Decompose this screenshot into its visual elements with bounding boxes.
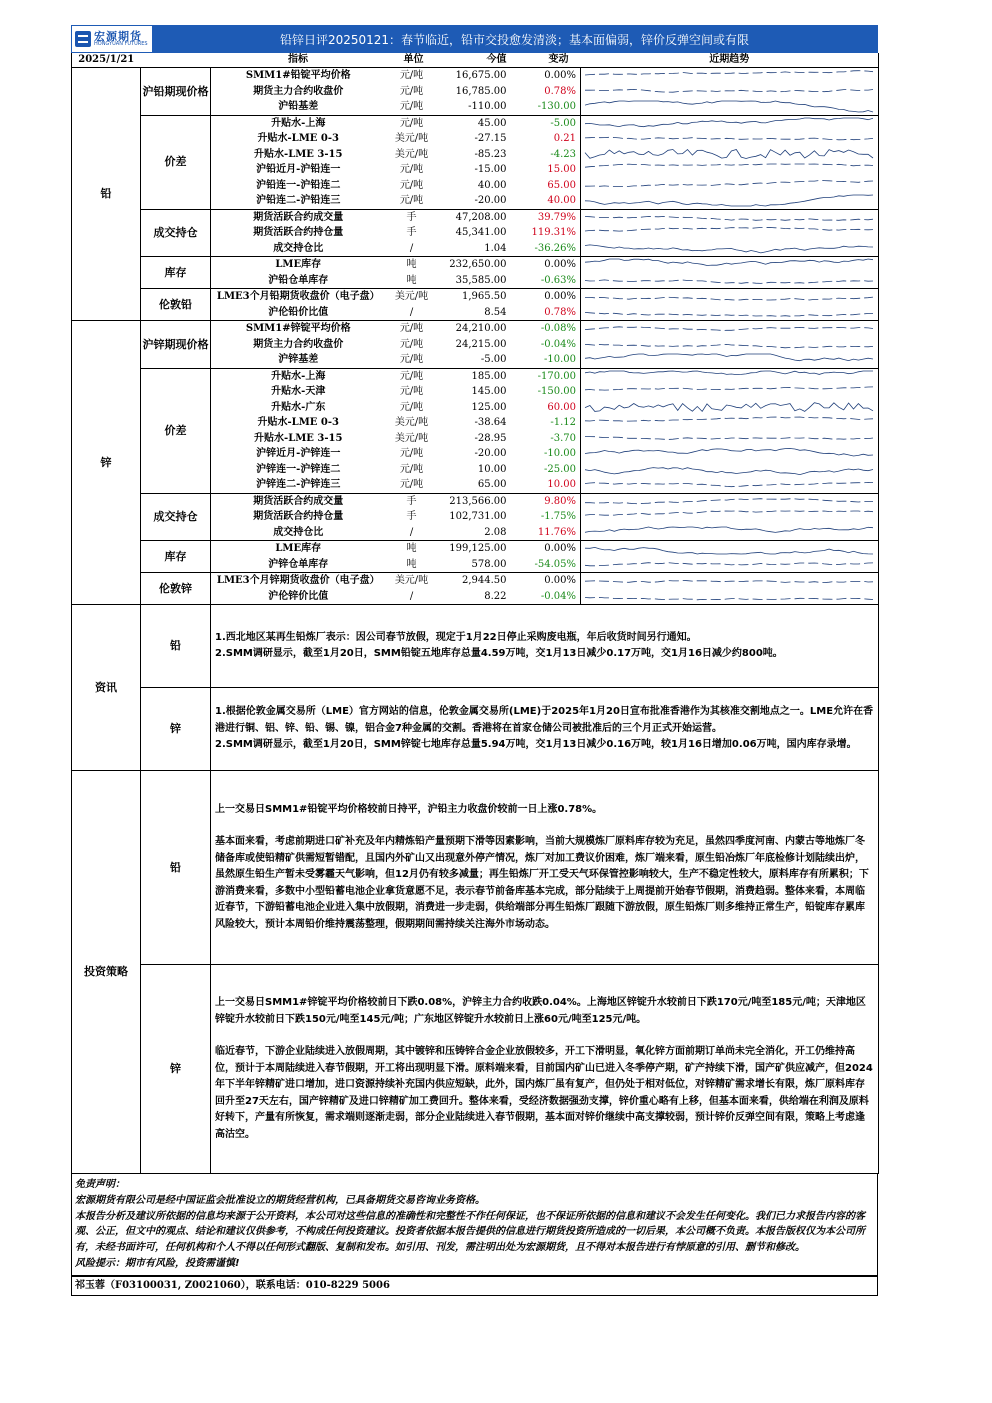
change-cell: 60.00 <box>547 401 576 413</box>
indicator-name: 期货主力合约收盘价 <box>253 338 344 350</box>
trend-sparkline <box>581 147 877 162</box>
change-cell: -170.00 <box>537 370 576 382</box>
trend-cell <box>581 462 879 478</box>
strategy-lead-label: 铅 <box>141 771 211 965</box>
trend-cell <box>581 99 879 115</box>
unit-cell: 元/吨 <box>386 193 442 209</box>
zinc-section-label: 锌 <box>72 321 141 605</box>
logo-name-en: HONGYUAN FUTURES <box>94 41 148 47</box>
group-label: 成交持仓 <box>141 209 211 257</box>
indicator-name: LME库存 <box>275 259 322 270</box>
trend-sparkline <box>581 431 877 446</box>
group-label: 价差 <box>141 115 211 209</box>
trend-sparkline <box>581 589 877 604</box>
unit-cell: 元/吨 <box>399 117 424 129</box>
change-cell: 119.31% <box>531 227 576 238</box>
unit-cell: 元/吨 <box>386 99 442 115</box>
data-row <box>72 115 879 131</box>
logo-name: 宏源期货 <box>94 30 142 43</box>
unit-cell: 美元/吨 <box>394 417 429 428</box>
company-logo <box>72 26 152 52</box>
trend-cell <box>581 241 879 257</box>
data-row <box>72 289 879 305</box>
lead-section-label: 铅 <box>72 68 141 321</box>
trend-sparkline <box>581 415 877 430</box>
strategy-zinc-para: 临近春节，下游企业陆续进入放假周期，其中镀锌和压铸锌合金企业放假较多，开工下滑明显，氧化锌方面前期订单尚未完全消化，开工仍维持高位，预计于本周陆续进入春节假期，开工将出现明显下滑。原料端来看，目前国内矿山已进入冬季停产期，矿产持续下滑，国产矿供应减产，但2024年下半年锌精矿进口增加，进口资源持续补充国内供应短缺，此外，国内炼厂虽有复产，但仍处于相对低位，对锌精矿需求增长有限，炼厂原料库存回升至27天左右，国产锌精矿及进口锌精矿加工费回升。整体来看，受经济数据强劲支撑，锌价重心略有上移，但基本面来看，供给端在利润及原料好转下，产量有所恢复，需求端则逐渐走弱，部分企业陆续进入春节假期，基本面对锌价继续中高支撑较弱，预计锌价反弹空间有限，策略上考虑逢高沽空。 <box>215 1046 873 1140</box>
indicator-name: 成交持仓比 <box>211 525 386 541</box>
unit-cell: 元/吨 <box>399 164 424 175</box>
unit-cell: 美元/吨 <box>394 575 429 586</box>
unit-cell: 元/吨 <box>386 477 442 493</box>
trend-cell <box>581 477 879 493</box>
trend-sparkline <box>581 337 877 352</box>
trend-sparkline <box>581 352 877 367</box>
trend-cell <box>581 589 879 605</box>
change-cell: -150.00 <box>537 386 576 397</box>
value-cell: -85.23 <box>474 148 507 160</box>
trend-sparkline <box>581 116 877 131</box>
change-cell: -1.12 <box>550 417 576 428</box>
value-cell: 213,566.00 <box>449 495 507 507</box>
unit-cell: 元/吨 <box>399 463 424 475</box>
unit-cell: 美元/吨 <box>394 148 429 160</box>
indicator-name: 沪锌连一-沪锌连二 <box>256 463 341 475</box>
unit-cell: 元/吨 <box>399 70 424 81</box>
trend-cell <box>581 321 879 337</box>
change-cell: -0.04% <box>519 589 581 605</box>
value-cell: 1.04 <box>442 241 519 257</box>
value-cell: 45.00 <box>477 117 507 129</box>
indicator-name: 沪锌仓单库存 <box>211 557 386 573</box>
news-zinc-item: 1.根据伦敦金属交易所（LME）官方网站的信息，伦敦金属交易所(LME)于2025年1月20日宣布批准香港作为其核准交割地点之一。LME允许在香港进行铜、铝、锌、铅、锡、镍，铝合金7种金属的交割。香港将在首家仓储公司被批准后的三个月正式开始运营。 <box>215 706 874 734</box>
unit-cell: 美元/吨 <box>394 432 429 444</box>
indicator-name: 升贴水-LME 0-3 <box>257 417 339 428</box>
trend-cell <box>581 257 879 273</box>
trend-cell <box>581 446 879 462</box>
trend-cell <box>581 273 879 289</box>
trend-sparkline <box>581 462 877 477</box>
unit-cell: 元/吨 <box>399 401 424 413</box>
trend-cell <box>581 557 879 573</box>
data-row <box>72 541 879 557</box>
trend-cell <box>581 131 879 147</box>
logo-mark-icon <box>75 31 91 47</box>
trend-sparkline <box>581 84 877 99</box>
indicator-name: 期货主力合约收盘价 <box>253 85 344 97</box>
data-row <box>72 573 879 589</box>
data-row <box>72 493 879 509</box>
value-cell: 8.54 <box>442 305 519 321</box>
change-cell: 0.00% <box>544 575 576 586</box>
unit-cell: 吨 <box>386 557 442 573</box>
change-cell: 0.00% <box>544 291 576 302</box>
news-lead-label: 铅 <box>141 605 211 688</box>
trend-cell <box>581 352 879 368</box>
unit-cell: 元/吨 <box>386 352 442 368</box>
data-row <box>72 68 879 84</box>
indicator-name: LME3个月铅期货收盘价（电子盘） <box>216 291 380 302</box>
col-change: 变动 <box>519 53 581 68</box>
data-row <box>72 321 879 337</box>
change-cell: -130.00 <box>519 99 581 115</box>
value-cell: 145.00 <box>471 386 507 397</box>
change-cell: -0.08% <box>540 323 576 334</box>
report-header <box>71 25 878 53</box>
news-lead-item: 1.西北地区某再生铅炼厂表示：因公司春节放假，现定于1月22日停止采购废电瓶，年后收货时间另行通知。 <box>215 631 697 643</box>
trend-cell <box>581 147 879 163</box>
strategy-lead-para: 基本面来看，考虑前期进口矿补充及年内精炼铅产量预期下滑等因素影响，当前大规模炼厂原料库存较为充足，虽然四季度河南、内蒙古等地炼厂冬储备库或使铅精矿供需短暂错配，且国内外矿山又出现意外停产情况，炼厂对加工费议价困难，炼厂端来看，原生铅冶炼厂年底检修计划陆续出炉，虽然原生铅生产暂未受雾霾天气影响，但12月仍有较多减量；再生铅炼厂开工受天气环保管控影响较大，生产不稳定性较大，原料库存有所累积；下游消费来看，多数中小型铅蓄电池企业拿货意愿不足，表示春节前备库基本完成，部分陆续于上周提前开始春节假期，消费趋弱。整体来看，本周临近春节，下游铅蓄电池企业进入集中放假期，消费进一步走弱，供给端部分再生铅炼厂跟随下游放假，原生铅炼厂则多维持正常生产，铅锭库存累库风险较大，预计本周铅价维持震荡整理，假期期间需持续关注海外市场动态。 <box>215 836 869 930</box>
trend-sparkline <box>581 99 877 114</box>
unit-cell: 美元/吨 <box>394 291 429 302</box>
report-date: 2025/1/21 <box>72 53 141 68</box>
strategy-lead-para: 上一交易日SMM1#铅锭平均价格较前日持平，沪铅主力收盘价较前一日上涨0.78%。 <box>215 803 603 815</box>
trend-cell <box>581 525 879 541</box>
report-title: 铅锌日评20250121：春节临近，铅市交投愈发清淡；基本面偏弱，锌价反弹空间或有限 <box>152 26 877 52</box>
change-cell: -0.04% <box>540 338 576 350</box>
disclaimer-line: 风险提示：期市有风险，投资需谨慎! <box>75 1257 240 1269</box>
group-label: 库存 <box>141 257 211 289</box>
trend-cell <box>581 289 879 305</box>
change-cell: 0.00% <box>544 70 576 81</box>
change-cell: 9.80% <box>544 495 576 507</box>
unit-cell: 吨 <box>406 543 417 554</box>
value-cell: -28.95 <box>474 432 507 444</box>
change-cell: -4.23 <box>550 148 576 160</box>
trend-cell <box>581 193 879 209</box>
news-lead-text <box>211 605 879 688</box>
change-cell: 11.76% <box>519 525 581 541</box>
col-trend: 近期趋势 <box>581 53 879 68</box>
value-cell: -20.00 <box>474 448 507 459</box>
value-cell: 1,965.50 <box>461 291 507 302</box>
value-cell: 40.00 <box>477 179 507 191</box>
trend-cell <box>581 415 879 431</box>
trend-sparkline <box>581 446 877 461</box>
news-label: 资讯 <box>72 605 141 771</box>
value-cell: 35,585.00 <box>442 273 519 289</box>
indicator-name: 沪铅仓单库存 <box>211 273 386 289</box>
change-cell: -1.75% <box>540 511 576 522</box>
trend-sparkline <box>581 131 877 146</box>
news-table <box>71 605 879 771</box>
trend-sparkline <box>581 525 877 540</box>
trend-sparkline <box>581 573 877 588</box>
value-cell: 199,125.00 <box>449 543 507 554</box>
value-cell: 232,650.00 <box>449 259 507 270</box>
group-label: 沪铅期现价格 <box>141 68 211 116</box>
unit-cell: 元/吨 <box>399 338 424 350</box>
disclaimer-title: 免责声明： <box>75 1179 125 1190</box>
trend-sparkline <box>581 68 877 83</box>
unit-cell: / <box>386 589 442 605</box>
trend-sparkline <box>581 273 877 288</box>
indicator-name: 沪铅近月-沪铅连一 <box>256 164 341 175</box>
group-label: 库存 <box>141 541 211 573</box>
change-cell: 65.00 <box>547 179 576 191</box>
value-cell: 102,731.00 <box>449 511 507 522</box>
value-cell: 24,210.00 <box>455 323 507 334</box>
change-cell: 0.00% <box>544 259 576 270</box>
col-value: 今值 <box>442 53 519 68</box>
trend-sparkline <box>581 384 877 399</box>
change-cell: 0.00% <box>544 543 576 554</box>
value-cell: 45,341.00 <box>455 227 507 238</box>
trend-sparkline <box>581 400 877 415</box>
group-label: 伦敦铅 <box>141 289 211 321</box>
news-zinc-text <box>211 688 879 771</box>
trend-sparkline <box>581 305 877 320</box>
change-cell: -0.63% <box>519 273 581 289</box>
strategy-zinc-label: 锌 <box>141 965 211 1174</box>
indicator-name: 升贴水-上海 <box>271 117 326 129</box>
trend-cell <box>581 431 879 447</box>
column-header-row <box>72 53 879 68</box>
trend-sparkline <box>581 225 877 240</box>
trend-sparkline <box>581 257 877 272</box>
col-indicator: 指标 <box>211 53 386 68</box>
trend-cell <box>581 509 879 525</box>
trend-cell <box>581 225 879 241</box>
indicator-name: 期货活跃合约持仓量 <box>253 227 344 238</box>
unit-cell: 吨 <box>386 273 442 289</box>
value-cell: 24,215.00 <box>455 338 507 350</box>
trend-cell <box>581 541 879 557</box>
trend-sparkline <box>581 193 877 208</box>
indicator-name: SMM1#铅锭平均价格 <box>245 70 351 81</box>
group-label: 伦敦锌 <box>141 573 211 605</box>
indicator-name: 沪伦铅价比值 <box>211 305 386 321</box>
trend-sparkline <box>581 369 877 384</box>
trend-cell <box>581 115 879 131</box>
news-zinc-label: 锌 <box>141 688 211 771</box>
value-cell: -15.00 <box>474 164 507 175</box>
value-cell: 16,675.00 <box>455 70 507 81</box>
unit-cell: 手 <box>406 227 417 238</box>
report-sheet <box>71 25 878 1296</box>
unit-cell: 元/吨 <box>399 323 424 334</box>
value-cell: 125.00 <box>471 401 507 413</box>
indicator-name: 沪铅连二-沪铅连三 <box>211 193 386 209</box>
indicator-name: 沪锌近月-沪锌连一 <box>256 448 341 459</box>
change-cell: 0.78% <box>544 85 576 97</box>
group-label: 成交持仓 <box>141 493 211 541</box>
trend-cell <box>581 305 879 321</box>
unit-cell: 元/吨 <box>399 85 424 97</box>
change-cell: -10.00 <box>543 448 576 459</box>
change-cell: 0.78% <box>519 305 581 321</box>
trend-cell <box>581 384 879 400</box>
trend-cell <box>581 209 879 225</box>
value-cell: -20.00 <box>442 193 519 209</box>
trend-sparkline <box>581 241 877 256</box>
disclaimer-line: 本报告分析及建议所依据的信息均来源于公开资料，本公司对这些信息的准确性和完整性不作任何保证，也不保证所依据的信息和建议不会发生任何变化。我们已力求报告内容的客观、公正，但文中的观点、结论和建议仅供参考，不构成任何投资建议。投资者依据本报告提供的信息进行期货投资所造成的一切后果，本公司概不负责。本报告版权仅为本公司所有，未经书面许可，任何机构和个人不得以任何形式翻版、复制和发布。如引用、刊发，需注明出处为宏源期货，且不得对本报告进行有悖原意的引用、删节和修改。 <box>75 1210 865 1254</box>
unit-cell: 美元/吨 <box>394 133 429 144</box>
trend-cell <box>581 493 879 509</box>
data-row <box>72 257 879 273</box>
change-cell: 0.21 <box>553 133 576 144</box>
trend-cell <box>581 68 879 84</box>
trend-cell <box>581 337 879 353</box>
change-cell: -5.00 <box>550 117 576 129</box>
value-cell: -5.00 <box>442 352 519 368</box>
value-cell: -27.15 <box>474 133 507 144</box>
value-cell: 2.08 <box>442 525 519 541</box>
indicator-name: 沪锌基差 <box>211 352 386 368</box>
change-cell: -25.00 <box>543 463 576 475</box>
analyst-contact: 祁玉蓉（F03100031, Z0021060），联系电话：010-8229 5006 <box>71 1276 878 1296</box>
change-cell: 40.00 <box>519 193 581 209</box>
indicator-name: 沪伦锌价比值 <box>211 589 386 605</box>
trend-cell <box>581 573 879 589</box>
trend-sparkline <box>581 477 877 492</box>
value-cell: 47,208.00 <box>455 211 507 223</box>
strategy-lead-text <box>211 771 879 965</box>
trend-cell <box>581 400 879 416</box>
value-cell: 16,785.00 <box>455 85 507 97</box>
indicator-name: 成交持仓比 <box>211 241 386 257</box>
trend-sparkline <box>581 494 877 509</box>
indicator-name: LME库存 <box>275 543 322 554</box>
trend-sparkline <box>581 541 877 556</box>
indicator-name: 升贴水-LME 3-15 <box>254 148 343 160</box>
trend-sparkline <box>581 162 877 177</box>
indicator-name: 沪铅连一-沪铅连二 <box>256 179 341 191</box>
indicator-name: 升贴水-上海 <box>271 370 326 382</box>
group-label: 沪锌期现价格 <box>141 321 211 369</box>
trend-sparkline <box>581 178 877 193</box>
indicator-name: 升贴水-LME 0-3 <box>257 133 339 144</box>
indicator-name: 期货活跃合约成交量 <box>253 211 344 223</box>
unit-cell: 手 <box>406 211 417 223</box>
trend-sparkline <box>581 289 877 304</box>
unit-cell: 元/吨 <box>399 179 424 191</box>
trend-sparkline <box>581 210 877 225</box>
value-cell: 8.22 <box>442 589 519 605</box>
value-cell: 65.00 <box>442 477 519 493</box>
value-cell: 2,944.50 <box>461 575 507 586</box>
unit-cell: 元/吨 <box>399 448 424 459</box>
strategy-label: 投资策略 <box>72 771 141 1174</box>
indicator-name: 期货活跃合约持仓量 <box>253 511 344 522</box>
change-cell: 10.00 <box>519 477 581 493</box>
change-cell: -36.26% <box>519 241 581 257</box>
indicator-name: 升贴水-天津 <box>271 386 326 397</box>
disclaimer <box>71 1174 878 1276</box>
indicator-name: 沪铅基差 <box>211 99 386 115</box>
trend-cell <box>581 178 879 194</box>
value-cell: -110.00 <box>442 99 519 115</box>
trend-sparkline <box>581 557 877 572</box>
change-cell: -10.00 <box>519 352 581 368</box>
strategy-table <box>71 771 879 1174</box>
unit-cell: 手 <box>406 511 417 522</box>
unit-cell: 元/吨 <box>399 370 424 382</box>
value-cell: 10.00 <box>477 463 507 475</box>
trend-sparkline <box>581 509 877 524</box>
change-cell: 15.00 <box>547 164 576 175</box>
unit-cell: 手 <box>406 495 417 507</box>
disclaimer-line: 宏源期货有限公司是经中国证监会批准设立的期货经营机构，已具备期货交易咨询业务资格。 <box>75 1194 485 1206</box>
trend-sparkline <box>581 321 877 336</box>
value-cell: 185.00 <box>471 370 507 382</box>
unit-cell: / <box>386 525 442 541</box>
unit-cell: / <box>386 241 442 257</box>
trend-cell <box>581 84 879 100</box>
indicator-name: 期货活跃合约成交量 <box>253 495 344 507</box>
value-cell: 578.00 <box>442 557 519 573</box>
strategy-zinc-para: 上一交易日SMM1#锌锭平均价格较前日下跌0.08%，沪锌主力合约收跌0.04%。上海地区锌锭升水较前日下跌170元/吨至185元/吨；天津地区锌锭升水较前日下跌150元/吨至145元/吨；广东地区锌锭升水较前日上涨60元/吨至125元/吨。 <box>215 997 866 1025</box>
news-zinc-item: 2.SMM调研显示，截至1月20日，SMM锌锭七地库存总量5.94万吨，交1月13日减少0.16万吨，较1月16日增加0.06万吨，国内库存录增。 <box>215 739 857 751</box>
trend-cell <box>581 368 879 384</box>
trend-cell <box>581 162 879 178</box>
indicator-name: 升贴水-广东 <box>271 401 326 413</box>
data-row <box>72 209 879 225</box>
change-cell: 39.79% <box>537 211 576 223</box>
indicator-name: 沪锌连二-沪锌连三 <box>211 477 386 493</box>
unit-cell: / <box>386 305 442 321</box>
change-cell: -54.05% <box>519 557 581 573</box>
data-row <box>72 368 879 384</box>
news-lead-item: 2.SMM调研显示，截至1月20日，SMM铅锭五地库存总量4.59万吨，交1月13日减少0.17万吨，交1月16日减少约800吨。 <box>215 648 783 659</box>
indicator-name: LME3个月锌期货收盘价（电子盘） <box>216 575 380 586</box>
unit-cell: 元/吨 <box>399 386 424 397</box>
value-cell: -38.64 <box>474 417 507 428</box>
group-label: 价差 <box>141 368 211 493</box>
unit-cell: 吨 <box>406 259 417 270</box>
change-cell: -3.70 <box>550 432 576 444</box>
strategy-zinc-text <box>211 965 879 1174</box>
data-table <box>71 53 879 605</box>
col-unit: 单位 <box>386 53 442 68</box>
indicator-name: SMM1#锌锭平均价格 <box>245 323 351 334</box>
indicator-name: 升贴水-LME 3-15 <box>254 432 343 444</box>
